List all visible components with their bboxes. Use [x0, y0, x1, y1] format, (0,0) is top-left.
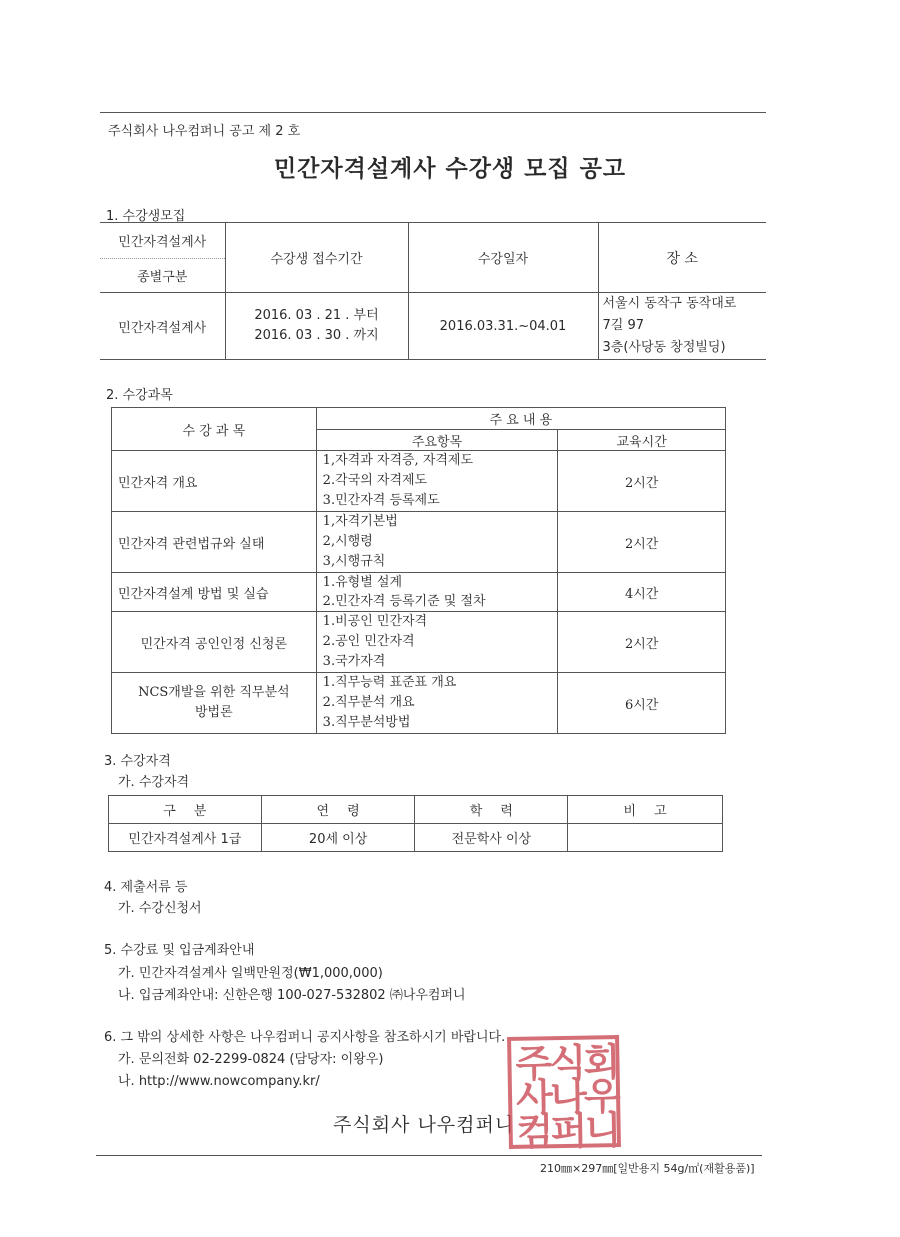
course-hours: 2시간	[558, 451, 726, 512]
website-url: 나. http://www.nowcompany.kr/	[118, 1074, 320, 1089]
course-hours: 4시간	[558, 573, 726, 612]
place-line1: 서울시 동작구 동작대로	[602, 296, 737, 311]
course-subject	[112, 673, 317, 734]
top-rule	[100, 112, 766, 113]
course-header-content: 주 요 내 용	[316, 408, 725, 430]
qual-row-education: 전문학사 이상	[415, 824, 568, 852]
contact-phone: 가. 문의전화 02-2299-0824 (담당자: 이왕우)	[118, 1052, 384, 1067]
course-items	[316, 612, 558, 673]
recruit-row-place	[598, 293, 766, 360]
notice-number: 주식회사 나우컴퍼니 공고 제 2 호	[108, 124, 301, 139]
course-item: 2.공인 민간자격	[322, 634, 415, 649]
place-line3: 3층(사당동 창정빌딩)	[602, 340, 726, 355]
recruit-header-category: 종별구분	[100, 259, 225, 293]
course-hours: 6시간	[558, 673, 726, 734]
course-item: 1.유형별 설계	[322, 575, 402, 590]
section4-sub: 가. 수강신청서	[118, 901, 202, 916]
course-item: 1,자격기본법	[322, 514, 398, 529]
place-line2: 7길 97	[602, 318, 645, 333]
page-title: 민간자격설계사 수강생 모집 공고	[273, 156, 627, 182]
course-items	[316, 451, 558, 512]
course-subject-line1: NCS개발을 위한 직무분석	[138, 685, 290, 700]
bottom-rule	[96, 1155, 762, 1156]
section2-heading: 2. 수강과목	[106, 388, 173, 403]
qual-header-note: 비 고	[568, 796, 723, 824]
course-hours: 2시간	[558, 612, 726, 673]
recruit-header-type: 민간자격설계사	[100, 223, 225, 259]
course-item: 1.비공인 민간자격	[322, 614, 428, 629]
course-item: 1.직무능력 표준표 개요	[322, 675, 457, 690]
recruit-row-period	[225, 293, 408, 360]
course-item: 3.국가자격	[322, 654, 386, 669]
course-subject: 민간자격 관련법규와 실태	[112, 512, 317, 573]
recruit-table	[100, 222, 766, 360]
course-header-hours: 교육시간	[558, 430, 726, 451]
course-items	[316, 512, 558, 573]
qual-row-age: 20세 이상	[261, 824, 415, 852]
section6-heading: 6. 그 밖의 상세한 사항은 나우컴퍼니 공지사항을 참조하시기 바랍니다.	[104, 1030, 506, 1045]
recruit-header-place: 장 소	[598, 223, 766, 293]
course-item: 2.각국의 자격제도	[322, 473, 428, 488]
course-item: 3.민간자격 등록제도	[322, 493, 440, 508]
qual-row-category: 민간자격설계사 1급	[109, 824, 262, 852]
period-from: 2016. 03 . 21 . 부터	[254, 308, 379, 323]
recruit-header-date: 수강일자	[408, 223, 598, 293]
course-table	[111, 407, 726, 734]
course-header-subject: 수 강 과 목	[112, 408, 317, 451]
qualification-table	[108, 795, 723, 852]
course-item: 3,시행규칙	[322, 554, 386, 569]
company-signature: 주식회사 나우컴퍼니	[333, 1114, 515, 1136]
qual-header-age: 연 령	[261, 796, 415, 824]
recruit-header-period: 수강생 접수기간	[225, 223, 408, 293]
course-items	[316, 573, 558, 612]
recruit-row-type: 민간자격설계사	[100, 293, 225, 360]
company-seal: 주 식 회 사 나 우 컴 퍼 니	[507, 1035, 621, 1149]
course-header-items: 주요항목	[316, 430, 558, 451]
qual-header-education: 학 력	[415, 796, 568, 824]
section3-sub: 가. 수강자격	[118, 775, 190, 790]
course-subject-line2: 방법론	[194, 705, 233, 720]
section4-heading: 4. 제출서류 등	[104, 880, 188, 895]
course-item: 3.직무분석방법	[322, 715, 411, 730]
recruit-row-date: 2016.03.31.~04.01	[408, 293, 598, 360]
qual-row-note	[568, 824, 723, 852]
course-item: 2.직무분석 개요	[322, 695, 415, 710]
qual-header-category: 구 분	[109, 796, 262, 824]
bank-account: 나. 입금계좌안내: 신한은행 100-027-532802 ㈜나우컴퍼니	[118, 988, 466, 1003]
course-item: 2.민간자격 등록기준 및 절차	[322, 594, 486, 609]
course-item: 2,시행령	[322, 534, 373, 549]
section5-heading: 5. 수강료 및 입금계좌안내	[104, 943, 255, 958]
period-to: 2016. 03 . 30 . 까지	[254, 328, 379, 343]
course-subject: 민간자격설계 방법 및 실습	[112, 573, 317, 612]
course-items	[316, 673, 558, 734]
paper-spec-footer: 210㎜×297㎜[일반용지 54g/㎡(재활용품)]	[540, 1162, 755, 1175]
tuition-fee: 가. 민간자격설계사 일백만원정(₩1,000,000)	[118, 966, 383, 981]
course-item: 1,자격과 자격증, 자격제도	[322, 453, 474, 468]
course-hours: 2시간	[558, 512, 726, 573]
course-subject: 민간자격 개요	[112, 451, 317, 512]
section3-heading: 3. 수강자격	[104, 754, 171, 769]
course-subject: 민간자격 공인인정 신청론	[112, 612, 317, 673]
section1-heading: 1. 수강생모집	[106, 209, 186, 224]
